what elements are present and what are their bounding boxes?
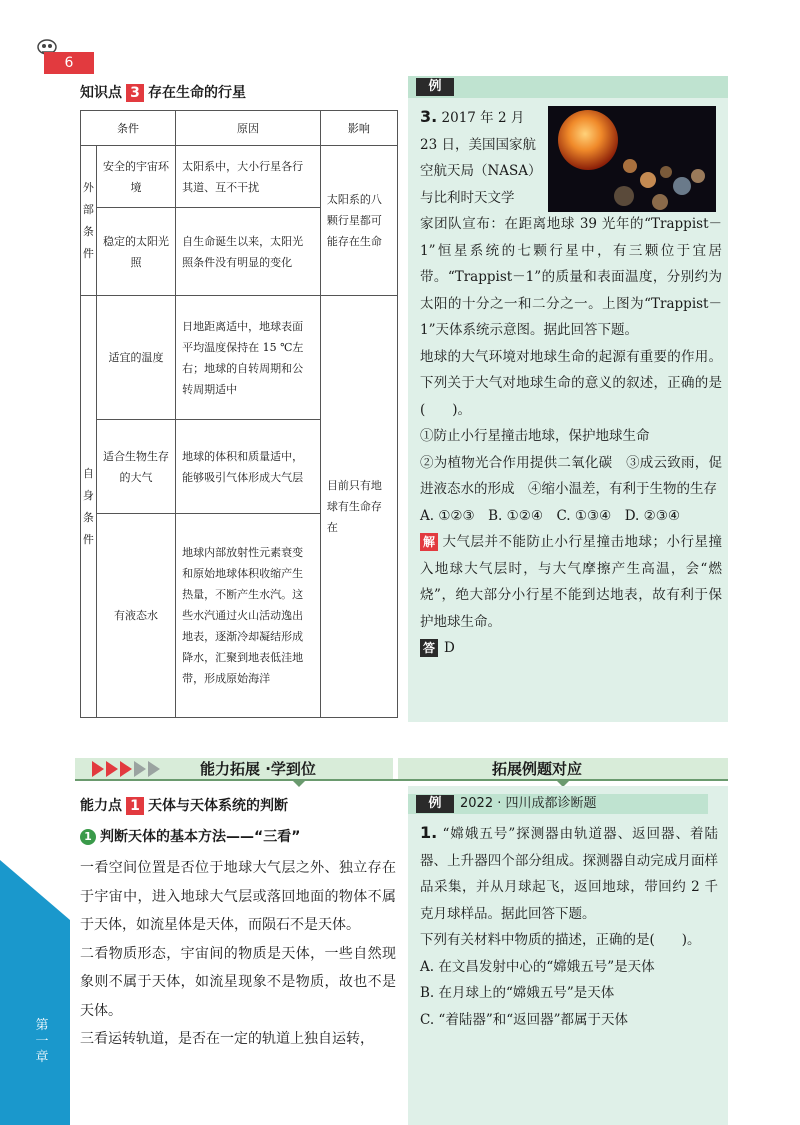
reason-cell: 太阳系中，大小行星各行其道、互不干扰 (176, 146, 321, 208)
example1-number: 1. (420, 823, 438, 842)
example3-number: 3. (420, 107, 438, 126)
condition-cell: 适宜的温度 (96, 296, 175, 420)
example1-option: B. 在月球上的“嫦娥五号”是天体 (420, 985, 615, 1001)
kp-prefix: 知识点 (80, 85, 122, 101)
example3-stem-line: 与比利时天文学 (420, 189, 515, 206)
reason-cell: 自生命诞生以来，太阳光照条件没有明显的变化 (176, 208, 321, 296)
example3-answer: D (444, 640, 455, 656)
condition-cell: 适合生物生存的大气 (96, 420, 175, 514)
method-body (80, 854, 396, 1054)
example3-stem: 家团队宣布：在距离地球 39 光年的“Trappist－1”恒星系统的七颗行星中，有三颗位于宜居带。“Trappist－1”的质量和表面温度，分别约为太阳的十分之一和二分之一。上图为“Trappist－1”天体系统示意图。据此回答下题。 (420, 216, 722, 338)
table-header-condition: 条件 (81, 111, 176, 146)
example1-text (420, 820, 718, 1033)
example3-answer-block (420, 635, 722, 662)
example1-source: 2022 · 四川成都诊断题 (460, 796, 597, 811)
method-paragraph: 一看空间位置是否位于地球大气层之外、独立存在于宇宙中，进入地球大气层或落回地面的物体不属于天体，如流星体是天体，而陨石不是天体。 (80, 860, 396, 933)
progress-arrows-icon (92, 761, 172, 777)
page-number: 6 (44, 52, 94, 74)
example3-statement: ①防止小行星撞击地球，保护地球生命 (420, 428, 650, 444)
chapter-label: 第一章 (35, 1018, 49, 1065)
example1-option: C. “着陆器”和“返回器”都属于天体 (420, 1011, 629, 1028)
ap-number: 1 (126, 797, 144, 815)
method-number-icon: 1 (80, 829, 96, 845)
example3-statement: ②为植物光合作用提供二氧化碳 ③成云致雨，促进液态水的形成 ④缩小温差，有利于生物的生存 (420, 454, 722, 497)
ap-prefix: 能力点 (80, 798, 122, 814)
method-paragraph: 三看运转轨道，是否在一定的轨道上独自运转， (80, 1031, 374, 1047)
impact-cell: 目前只有地球有生命存在 (320, 296, 397, 718)
group-label-external: 外部条件 (81, 146, 97, 296)
reason-cell: 地球内部放射性元素衰变和原始地球体积收缩产生热量，不断产生水汽。这些水汽通过火山活动逸出地表，逐渐冷却凝结形成降水，汇聚到地表低洼地带，形成原始海洋 (176, 514, 321, 718)
banner-right-title: 拓展例题对应 (492, 760, 583, 778)
condition-cell: 安全的宇宙环境 (96, 146, 175, 208)
kp-number: 3 (126, 84, 144, 102)
example-header-bar (408, 76, 728, 98)
example1-badge: 例 (416, 795, 454, 813)
example3-text (420, 104, 722, 662)
banner-left-title: 能力拓展 ·学到位 (200, 760, 316, 778)
condition-cell: 稳定的太阳光照 (96, 208, 175, 296)
kp-title-text: 存在生命的行星 (148, 85, 246, 101)
example3-stem-line: 空航天局（NASA） (420, 163, 542, 179)
table-header-reason: 原因 (176, 111, 321, 146)
group-label-internal: 自身条件 (81, 296, 97, 718)
answer-badge: 答 (420, 639, 438, 657)
banner-pointer-icon (292, 780, 306, 787)
explain-badge: 解 (420, 533, 438, 551)
example3-stem-line: 2017 年 2 月 (441, 110, 525, 126)
banner-divider (75, 779, 728, 781)
example1-option: A. 在文昌发射中心的“嫦娥五号”是天体 (420, 958, 655, 975)
example3-options: A. ①②③ B. ①②④ C. ①③④ D. ②③④ (420, 507, 680, 524)
conditions-table (80, 110, 398, 718)
example1-stem: “嫦娥五号”探测器由轨道器、返回器、着陆器、上升器四个部分组成。探测器自动完成月面样品采集，并从月球起飞，返回地球，带回约 2 千克月球样品。据此回答下题。 (420, 826, 718, 922)
method-title (80, 826, 300, 846)
ability-point-title (80, 795, 288, 815)
chapter-band (0, 860, 70, 1125)
example-badge: 例 (416, 78, 454, 96)
reason-cell: 地球的体积和质量适中，能够吸引气体形成大气层 (176, 420, 321, 514)
example3-explanation-block (420, 529, 722, 635)
reason-cell: 日地距离适中，地球表面平均温度保持在 15 ℃左右；地球的自转周期和公转周期适中 (176, 296, 321, 420)
method-title-text: 判断天体的基本方法——“三看” (100, 829, 301, 845)
example3-explanation: 大气层并不能防止小行星撞击地球；小行星撞入地球大气层时，与大气摩擦产生高温，会“燃烧”，绝大部分小行星不能到达地表，故有利于保护地球生命。 (420, 534, 722, 630)
ap-title-text: 天体与天体系统的判断 (148, 798, 288, 814)
knowledge-point-title (80, 82, 246, 102)
condition-cell: 有液态水 (96, 514, 175, 718)
impact-cell: 太阳系的八颗行星都可能存在生命 (320, 146, 397, 296)
example3-stem-line: 23 日，美国国家航 (420, 136, 536, 153)
example3-question: 地球的大气环境对地球生命的起源有重要的作用。下列关于大气对地球生命的意义的叙述，正确的是( )。 (420, 348, 722, 418)
example1-question: 下列有关材料中物质的描述，正确的是( )。 (420, 932, 701, 948)
table-header-impact: 影响 (320, 111, 397, 146)
method-paragraph: 二看物质形态，宇宙间的物质是天体，一些自然现象则不属于天体，如流星现象不是物质，故也不是天体。 (80, 945, 396, 1019)
